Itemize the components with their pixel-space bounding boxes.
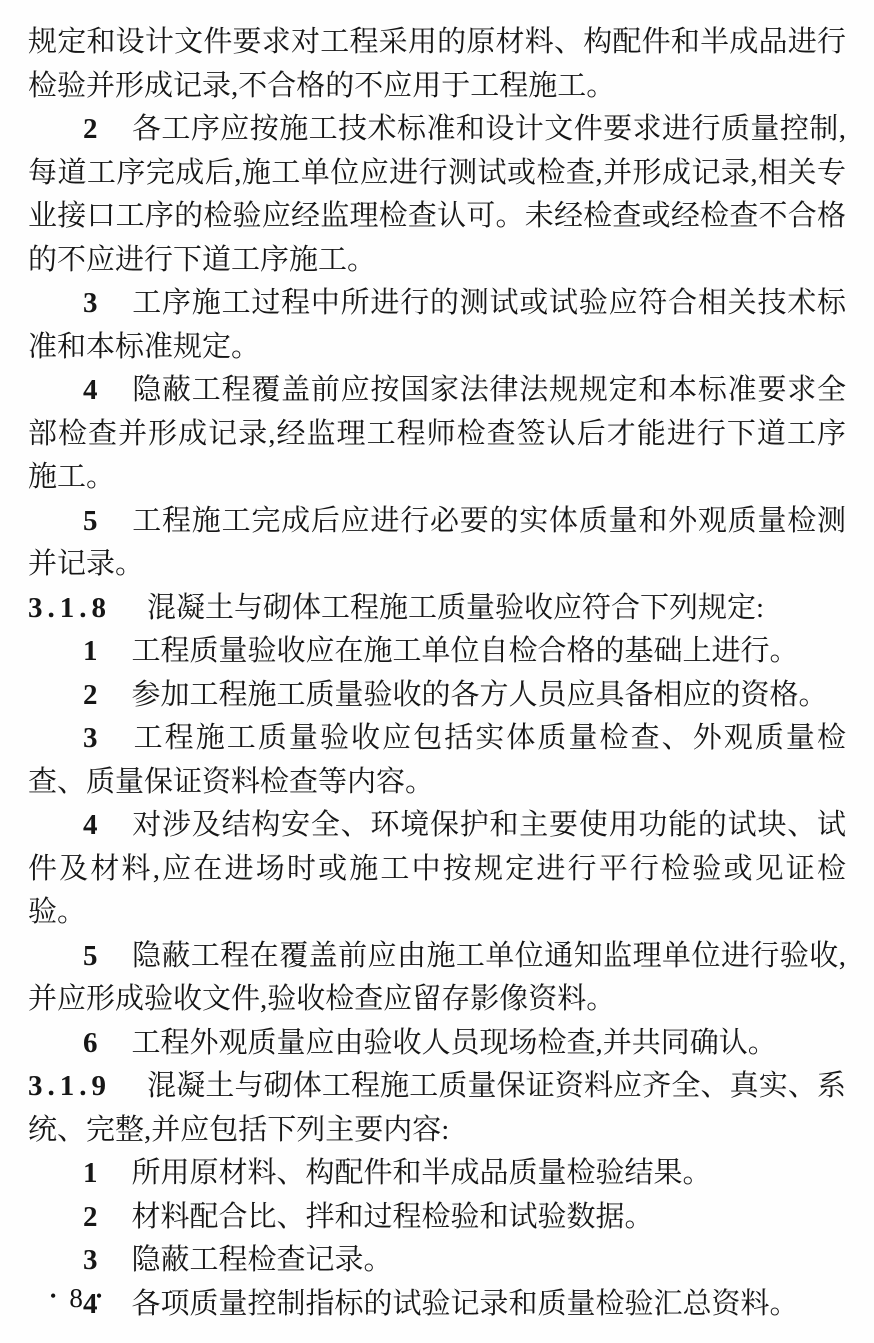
clause-item xyxy=(28,630,846,674)
item-number: 2 xyxy=(83,113,98,145)
clause-text: 工序施工过程中所进行的测试或试验应符合相关技术标准和本标准规定。 xyxy=(28,287,846,363)
clause-text: 参加工程施工质量验收的各方人员应具备相应的资格。 xyxy=(131,678,828,711)
item-number: 4 xyxy=(83,374,98,406)
page-number: 8 xyxy=(69,1283,83,1313)
clause-heading xyxy=(28,1065,846,1152)
clause-item xyxy=(28,282,846,369)
item-number: 2 xyxy=(83,678,98,711)
clause-text: 隐蔽工程在覆盖前应由施工单位通知监理单位进行验收,并应形成验收文件,验收检查应留存影像资料。 xyxy=(28,939,846,1015)
clause-text: 工程质量验收应在施工单位自检合格的基础上进行。 xyxy=(131,635,799,667)
clause-number: 3.1.8 xyxy=(28,591,111,624)
item-number: 1 xyxy=(83,635,98,667)
item-number: 5 xyxy=(83,504,98,537)
clause-number: 3.1.9 xyxy=(28,1070,111,1102)
item-number: 1 xyxy=(83,1157,98,1189)
clause-item xyxy=(28,1283,846,1327)
item-number: 5 xyxy=(83,939,98,972)
clause-text: 材料配合比、拌和过程检验和试验数据。 xyxy=(131,1200,654,1233)
clause-text: 混凝土与砌体工程施工质量保证资料应齐全、真实、系统、完整,并应包括下列主要内容: xyxy=(28,1070,846,1146)
footer-dot-left: • xyxy=(50,1286,57,1306)
page-footer xyxy=(50,1280,102,1316)
clause-text: 工程施工质量验收应包括实体质量检查、外观质量检查、质量保证资料检查等内容。 xyxy=(28,722,846,798)
item-number: 3 xyxy=(83,287,98,319)
item-number: 4 xyxy=(83,809,98,841)
clause-text: 各工序应按施工技术标准和设计文件要求进行质量控制,每道工序完成后,施工单位应进行测试或检查,并形成记录,相关专业接口工序的检验应经监理检查认可。未经检查或经检查不合格的不应进行下道工序施工。 xyxy=(28,113,846,276)
clause-item xyxy=(28,369,846,500)
clause-item xyxy=(28,1196,846,1240)
clause-text: 规定和设计文件要求对工程采用的原材料、构配件和半成品进行检验并形成记录,不合格的不应用于工程施工。 xyxy=(28,26,846,102)
clause-item xyxy=(28,717,846,804)
clause-text: 隐蔽工程覆盖前应按国家法律法规规定和本标准要求全部检查并形成记录,经监理工程师检查签认后才能进行下道工序施工。 xyxy=(28,374,846,493)
item-number: 6 xyxy=(83,1026,98,1059)
item-number: 3 xyxy=(83,1244,98,1276)
clause-item xyxy=(28,108,846,282)
clause-item xyxy=(28,935,846,1022)
clause-item xyxy=(28,1239,846,1283)
footer-dot-right: • xyxy=(95,1286,103,1306)
clause-text: 工程外观质量应由验收人员现场检查,并共同确认。 xyxy=(131,1026,777,1059)
clause-item xyxy=(28,1022,846,1066)
clause-text: 混凝土与砌体工程施工质量验收应符合下列规定: xyxy=(147,591,765,624)
clause-item xyxy=(28,804,846,935)
item-number: 3 xyxy=(83,722,98,754)
clause-item xyxy=(28,674,846,718)
clause-text: 各项质量控制指标的试验记录和质量检验汇总资料。 xyxy=(131,1287,799,1320)
item-number: 2 xyxy=(83,1200,98,1233)
clause-heading xyxy=(28,587,846,631)
clause-text: 对涉及结构安全、环境保护和主要使用功能的试块、试件及材料,应在进场时或施工中按规定进行平行检验或见证检验。 xyxy=(28,809,846,928)
clause-text: 工程施工完成后应进行必要的实体质量和外观质量检测并记录。 xyxy=(28,504,846,580)
clause-item xyxy=(28,1152,846,1196)
clause-text: 所用原材料、构配件和半成品质量检验结果。 xyxy=(131,1157,712,1189)
document-body xyxy=(28,21,846,1326)
paragraph-continuation xyxy=(28,21,846,108)
clause-item xyxy=(28,500,846,587)
clause-text: 隐蔽工程检查记录。 xyxy=(131,1244,393,1276)
item-number: 4 xyxy=(83,1287,98,1320)
